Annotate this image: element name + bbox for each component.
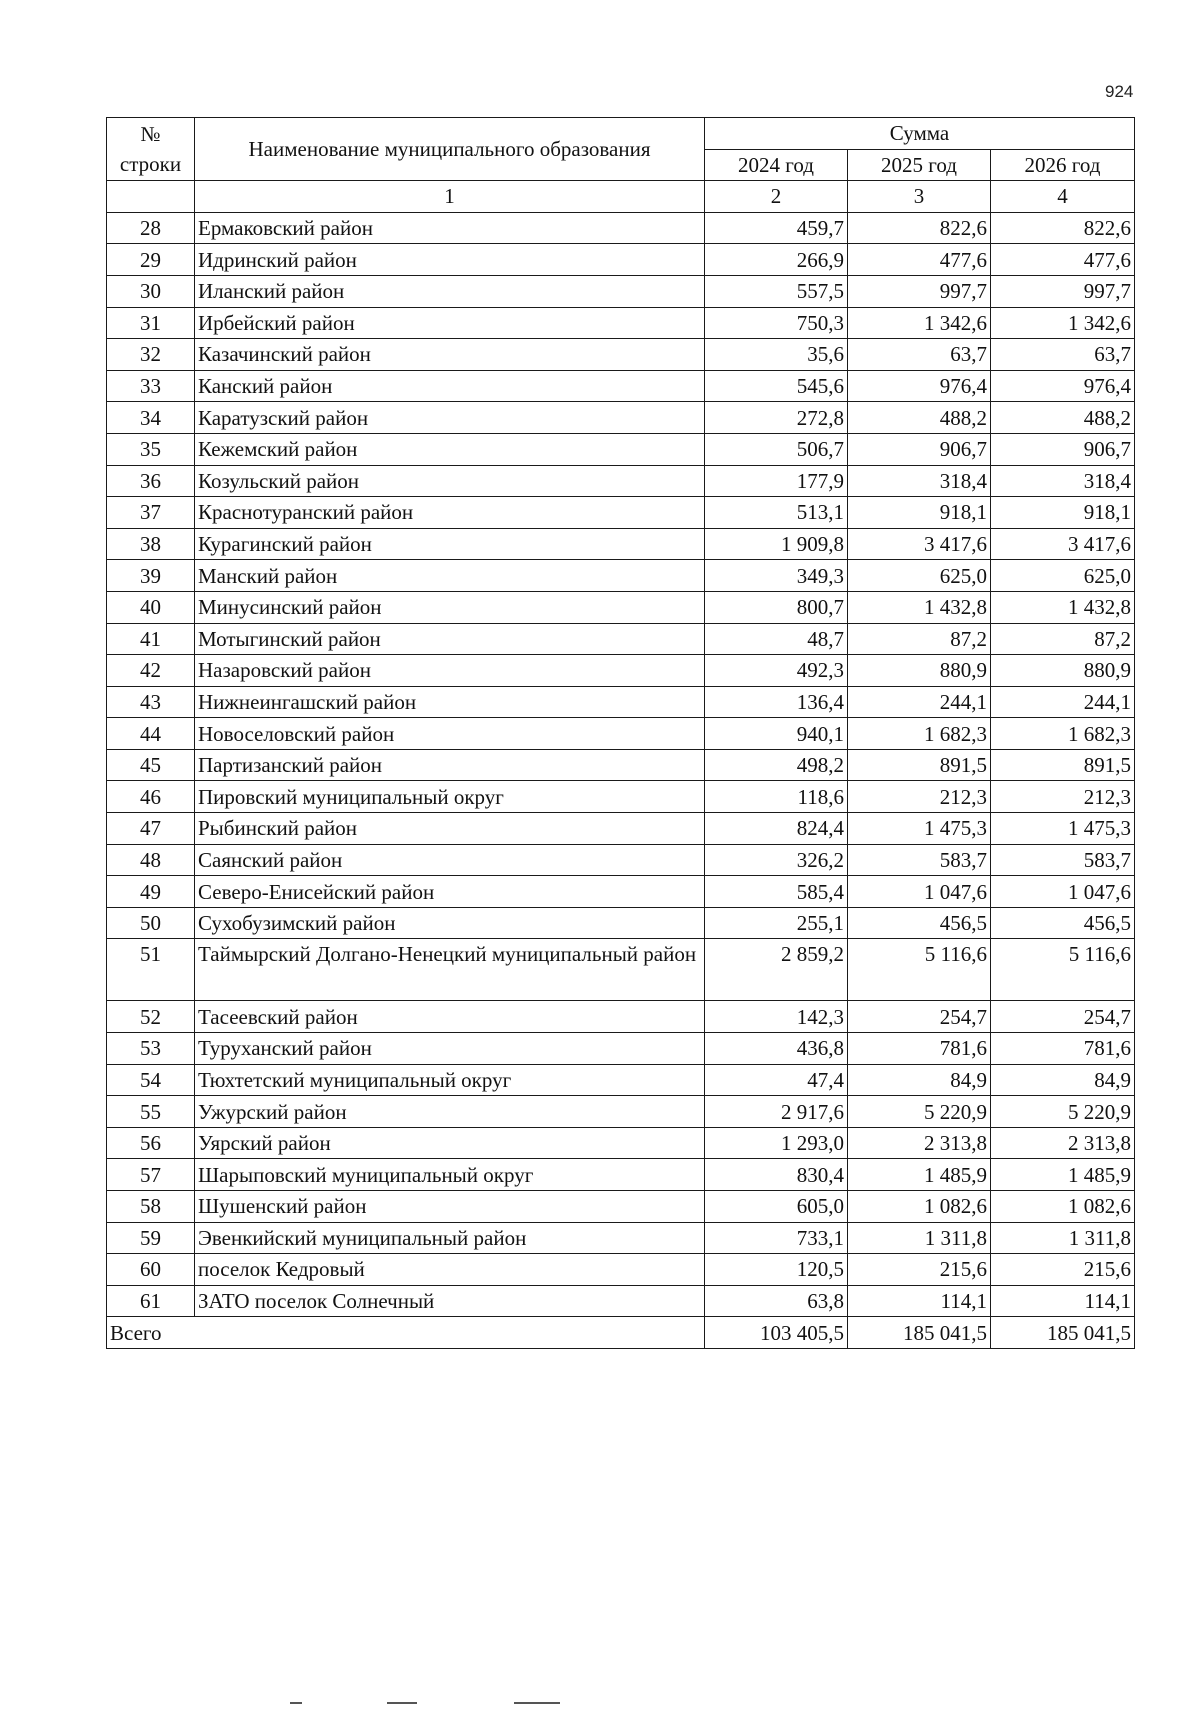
header-municipality-name: Наименование муниципального образования	[195, 118, 705, 181]
value-2025: 1 311,8	[848, 1222, 991, 1254]
value-2025: 212,3	[848, 781, 991, 813]
row-number: 32	[107, 339, 195, 371]
value-2024: 35,6	[705, 339, 848, 371]
municipality-name: Назаровский район	[195, 655, 705, 687]
value-2025: 976,4	[848, 370, 991, 402]
total-label: Всего	[107, 1317, 705, 1349]
row-number: 34	[107, 402, 195, 434]
table-row	[107, 844, 1135, 876]
table-row	[107, 433, 1135, 465]
municipality-name: поселок Кедровый	[195, 1254, 705, 1286]
municipality-name: Манский район	[195, 560, 705, 592]
value-2026: 84,9	[991, 1064, 1135, 1096]
row-number: 30	[107, 275, 195, 307]
municipality-name: ЗАТО поселок Солнечный	[195, 1285, 705, 1317]
row-number: 41	[107, 623, 195, 655]
value-2024: 1 909,8	[705, 528, 848, 560]
value-2024: 492,3	[705, 655, 848, 687]
municipality-name: Канский район	[195, 370, 705, 402]
value-2025: 1 432,8	[848, 591, 991, 623]
value-2026: 477,6	[991, 244, 1135, 276]
table-row	[107, 718, 1135, 750]
row-number: 35	[107, 433, 195, 465]
value-2024: 605,0	[705, 1191, 848, 1223]
value-2025: 456,5	[848, 907, 991, 939]
row-number: 56	[107, 1127, 195, 1159]
value-2026: 906,7	[991, 433, 1135, 465]
value-2024: 830,4	[705, 1159, 848, 1191]
row-number: 46	[107, 781, 195, 813]
row-number: 47	[107, 813, 195, 845]
value-2026: 781,6	[991, 1033, 1135, 1065]
municipality-name: Таймырский Долгано-Ненецкий муниципальный район	[195, 939, 705, 1001]
row-number: 53	[107, 1033, 195, 1065]
value-2024: 585,4	[705, 876, 848, 908]
row-number: 54	[107, 1064, 195, 1096]
row-number: 49	[107, 876, 195, 908]
total-2026: 185 041,5	[991, 1317, 1135, 1349]
municipality-name: Нижнеингашский район	[195, 686, 705, 718]
header-row-column-index	[107, 181, 1135, 213]
value-2026: 1 311,8	[991, 1222, 1135, 1254]
column-index-empty	[107, 181, 195, 213]
municipality-name: Курагинский район	[195, 528, 705, 560]
value-2026: 5 220,9	[991, 1096, 1135, 1128]
table-row	[107, 1001, 1135, 1033]
value-2024: 513,1	[705, 497, 848, 529]
municipality-name: Иланский район	[195, 275, 705, 307]
value-2024: 459,7	[705, 212, 848, 244]
value-2024: 47,4	[705, 1064, 848, 1096]
bottom-scan-marks	[0, 1702, 1200, 1706]
column-index-3: 3	[848, 181, 991, 213]
value-2026: 254,7	[991, 1001, 1135, 1033]
municipality-name: Уярский район	[195, 1127, 705, 1159]
row-number: 59	[107, 1222, 195, 1254]
row-number: 37	[107, 497, 195, 529]
row-number: 28	[107, 212, 195, 244]
value-2025: 5 116,6	[848, 939, 991, 1001]
value-2026: 63,7	[991, 339, 1135, 371]
header-row-number-line1: №	[140, 122, 161, 147]
value-2025: 477,6	[848, 244, 991, 276]
value-2025: 488,2	[848, 402, 991, 434]
value-2025: 625,0	[848, 560, 991, 592]
table-row	[107, 813, 1135, 845]
value-2026: 891,5	[991, 749, 1135, 781]
value-2025: 891,5	[848, 749, 991, 781]
municipality-name: Эвенкийский муниципальный район	[195, 1222, 705, 1254]
table-row	[107, 370, 1135, 402]
row-number: 60	[107, 1254, 195, 1286]
municipality-name: Шушенский район	[195, 1191, 705, 1223]
value-2024: 136,4	[705, 686, 848, 718]
municipality-name: Туруханский район	[195, 1033, 705, 1065]
value-2026: 3 417,6	[991, 528, 1135, 560]
value-2024: 824,4	[705, 813, 848, 845]
header-row-top	[107, 118, 1135, 150]
value-2026: 1 047,6	[991, 876, 1135, 908]
value-2025: 114,1	[848, 1285, 991, 1317]
value-2025: 2 313,8	[848, 1127, 991, 1159]
header-row-number	[107, 118, 195, 181]
value-2024: 63,8	[705, 1285, 848, 1317]
value-2025: 906,7	[848, 433, 991, 465]
value-2025: 822,6	[848, 212, 991, 244]
value-2024: 545,6	[705, 370, 848, 402]
value-2026: 918,1	[991, 497, 1135, 529]
table-row	[107, 939, 1135, 1001]
table-row	[107, 1191, 1135, 1223]
column-index-1: 1	[195, 181, 705, 213]
value-2024: 118,6	[705, 781, 848, 813]
municipality-name: Казачинский район	[195, 339, 705, 371]
header-sum: Сумма	[705, 118, 1135, 150]
page-number: 924	[1105, 82, 1134, 101]
row-number: 57	[107, 1159, 195, 1191]
row-number: 31	[107, 307, 195, 339]
table-body	[107, 212, 1135, 1317]
value-2026: 1 082,6	[991, 1191, 1135, 1223]
table-row	[107, 907, 1135, 939]
table-row	[107, 1096, 1135, 1128]
municipality-name: Каратузский район	[195, 402, 705, 434]
value-2025: 63,7	[848, 339, 991, 371]
table-row	[107, 591, 1135, 623]
municipality-name: Кежемский район	[195, 433, 705, 465]
municipality-name: Тасеевский район	[195, 1001, 705, 1033]
table-row	[107, 876, 1135, 908]
table-row	[107, 781, 1135, 813]
municipality-name: Ермаковский район	[195, 212, 705, 244]
table-row	[107, 1254, 1135, 1286]
row-number: 38	[107, 528, 195, 560]
table-row	[107, 1285, 1135, 1317]
total-2025: 185 041,5	[848, 1317, 991, 1349]
municipality-name: Ирбейский район	[195, 307, 705, 339]
budget-table	[106, 117, 1135, 1349]
value-2026: 976,4	[991, 370, 1135, 402]
value-2025: 3 417,6	[848, 528, 991, 560]
row-number: 42	[107, 655, 195, 687]
row-number: 36	[107, 465, 195, 497]
value-2025: 918,1	[848, 497, 991, 529]
header-year-2026: 2026 год	[991, 149, 1135, 181]
value-2025: 1 047,6	[848, 876, 991, 908]
value-2024: 48,7	[705, 623, 848, 655]
value-2026: 1 475,3	[991, 813, 1135, 845]
value-2025: 1 682,3	[848, 718, 991, 750]
table-row	[107, 1127, 1135, 1159]
value-2026: 625,0	[991, 560, 1135, 592]
table-row	[107, 749, 1135, 781]
row-number: 51	[107, 939, 195, 1001]
municipality-name: Шарыповский муниципальный округ	[195, 1159, 705, 1191]
table-row	[107, 307, 1135, 339]
header-year-2024: 2024 год	[705, 149, 848, 181]
table-row	[107, 275, 1135, 307]
value-2024: 120,5	[705, 1254, 848, 1286]
value-2025: 583,7	[848, 844, 991, 876]
row-number: 39	[107, 560, 195, 592]
value-2025: 5 220,9	[848, 1096, 991, 1128]
row-number: 29	[107, 244, 195, 276]
value-2024: 2 917,6	[705, 1096, 848, 1128]
table-header	[107, 118, 1135, 213]
value-2025: 880,9	[848, 655, 991, 687]
value-2026: 318,4	[991, 465, 1135, 497]
table-row	[107, 655, 1135, 687]
value-2026: 212,3	[991, 781, 1135, 813]
value-2026: 215,6	[991, 1254, 1135, 1286]
table-row	[107, 1159, 1135, 1191]
table-row	[107, 560, 1135, 592]
value-2024: 177,9	[705, 465, 848, 497]
table-row	[107, 528, 1135, 560]
value-2026: 488,2	[991, 402, 1135, 434]
municipality-name: Пировский муниципальный округ	[195, 781, 705, 813]
column-index-2: 2	[705, 181, 848, 213]
municipality-name: Краснотуранский район	[195, 497, 705, 529]
value-2025: 87,2	[848, 623, 991, 655]
municipality-name: Ужурский район	[195, 1096, 705, 1128]
table-row	[107, 465, 1135, 497]
table-row	[107, 686, 1135, 718]
total-2024: 103 405,5	[705, 1317, 848, 1349]
value-2024: 255,1	[705, 907, 848, 939]
row-number: 50	[107, 907, 195, 939]
value-2026: 1 485,9	[991, 1159, 1135, 1191]
header-year-2025: 2025 год	[848, 149, 991, 181]
row-number: 40	[107, 591, 195, 623]
row-number: 52	[107, 1001, 195, 1033]
value-2024: 436,8	[705, 1033, 848, 1065]
table-row	[107, 1064, 1135, 1096]
value-2024: 326,2	[705, 844, 848, 876]
value-2026: 456,5	[991, 907, 1135, 939]
value-2026: 822,6	[991, 212, 1135, 244]
value-2025: 215,6	[848, 1254, 991, 1286]
table-row	[107, 339, 1135, 371]
table-row	[107, 212, 1135, 244]
row-number: 61	[107, 1285, 195, 1317]
value-2024: 266,9	[705, 244, 848, 276]
row-number: 58	[107, 1191, 195, 1223]
municipality-name: Мотыгинский район	[195, 623, 705, 655]
value-2024: 349,3	[705, 560, 848, 592]
table-row	[107, 1222, 1135, 1254]
value-2025: 997,7	[848, 275, 991, 307]
value-2025: 84,9	[848, 1064, 991, 1096]
municipality-name: Рыбинский район	[195, 813, 705, 845]
value-2026: 583,7	[991, 844, 1135, 876]
value-2025: 1 475,3	[848, 813, 991, 845]
value-2024: 750,3	[705, 307, 848, 339]
value-2026: 1 432,8	[991, 591, 1135, 623]
table-footer	[107, 1317, 1135, 1349]
row-number: 33	[107, 370, 195, 402]
municipality-name: Северо-Енисейский район	[195, 876, 705, 908]
value-2025: 1 485,9	[848, 1159, 991, 1191]
value-2024: 272,8	[705, 402, 848, 434]
row-number: 45	[107, 749, 195, 781]
value-2024: 557,5	[705, 275, 848, 307]
table-row	[107, 402, 1135, 434]
value-2025: 318,4	[848, 465, 991, 497]
table-row	[107, 623, 1135, 655]
municipality-name: Партизанский район	[195, 749, 705, 781]
value-2025: 1 082,6	[848, 1191, 991, 1223]
table-row	[107, 244, 1135, 276]
value-2025: 781,6	[848, 1033, 991, 1065]
value-2026: 114,1	[991, 1285, 1135, 1317]
municipality-name: Новоселовский район	[195, 718, 705, 750]
value-2024: 506,7	[705, 433, 848, 465]
value-2026: 1 682,3	[991, 718, 1135, 750]
value-2024: 733,1	[705, 1222, 848, 1254]
value-2026: 997,7	[991, 275, 1135, 307]
row-number: 55	[107, 1096, 195, 1128]
value-2024: 498,2	[705, 749, 848, 781]
municipality-name: Идринский район	[195, 244, 705, 276]
row-number: 43	[107, 686, 195, 718]
value-2026: 87,2	[991, 623, 1135, 655]
row-number: 48	[107, 844, 195, 876]
value-2026: 880,9	[991, 655, 1135, 687]
municipality-name: Сухобузимский район	[195, 907, 705, 939]
value-2026: 5 116,6	[991, 939, 1135, 1001]
value-2024: 940,1	[705, 718, 848, 750]
municipality-name: Тюхтетский муниципальный округ	[195, 1064, 705, 1096]
value-2026: 244,1	[991, 686, 1135, 718]
value-2024: 2 859,2	[705, 939, 848, 1001]
row-number: 44	[107, 718, 195, 750]
table-row	[107, 497, 1135, 529]
municipality-name: Минусинский район	[195, 591, 705, 623]
value-2026: 2 313,8	[991, 1127, 1135, 1159]
value-2025: 254,7	[848, 1001, 991, 1033]
value-2024: 142,3	[705, 1001, 848, 1033]
municipality-name: Саянский район	[195, 844, 705, 876]
value-2025: 244,1	[848, 686, 991, 718]
column-index-4: 4	[991, 181, 1135, 213]
table-row	[107, 1033, 1135, 1065]
value-2025: 1 342,6	[848, 307, 991, 339]
header-row-number-line2: строки	[119, 152, 182, 177]
municipality-name: Козульский район	[195, 465, 705, 497]
total-row	[107, 1317, 1135, 1349]
value-2024: 1 293,0	[705, 1127, 848, 1159]
value-2024: 800,7	[705, 591, 848, 623]
value-2026: 1 342,6	[991, 307, 1135, 339]
